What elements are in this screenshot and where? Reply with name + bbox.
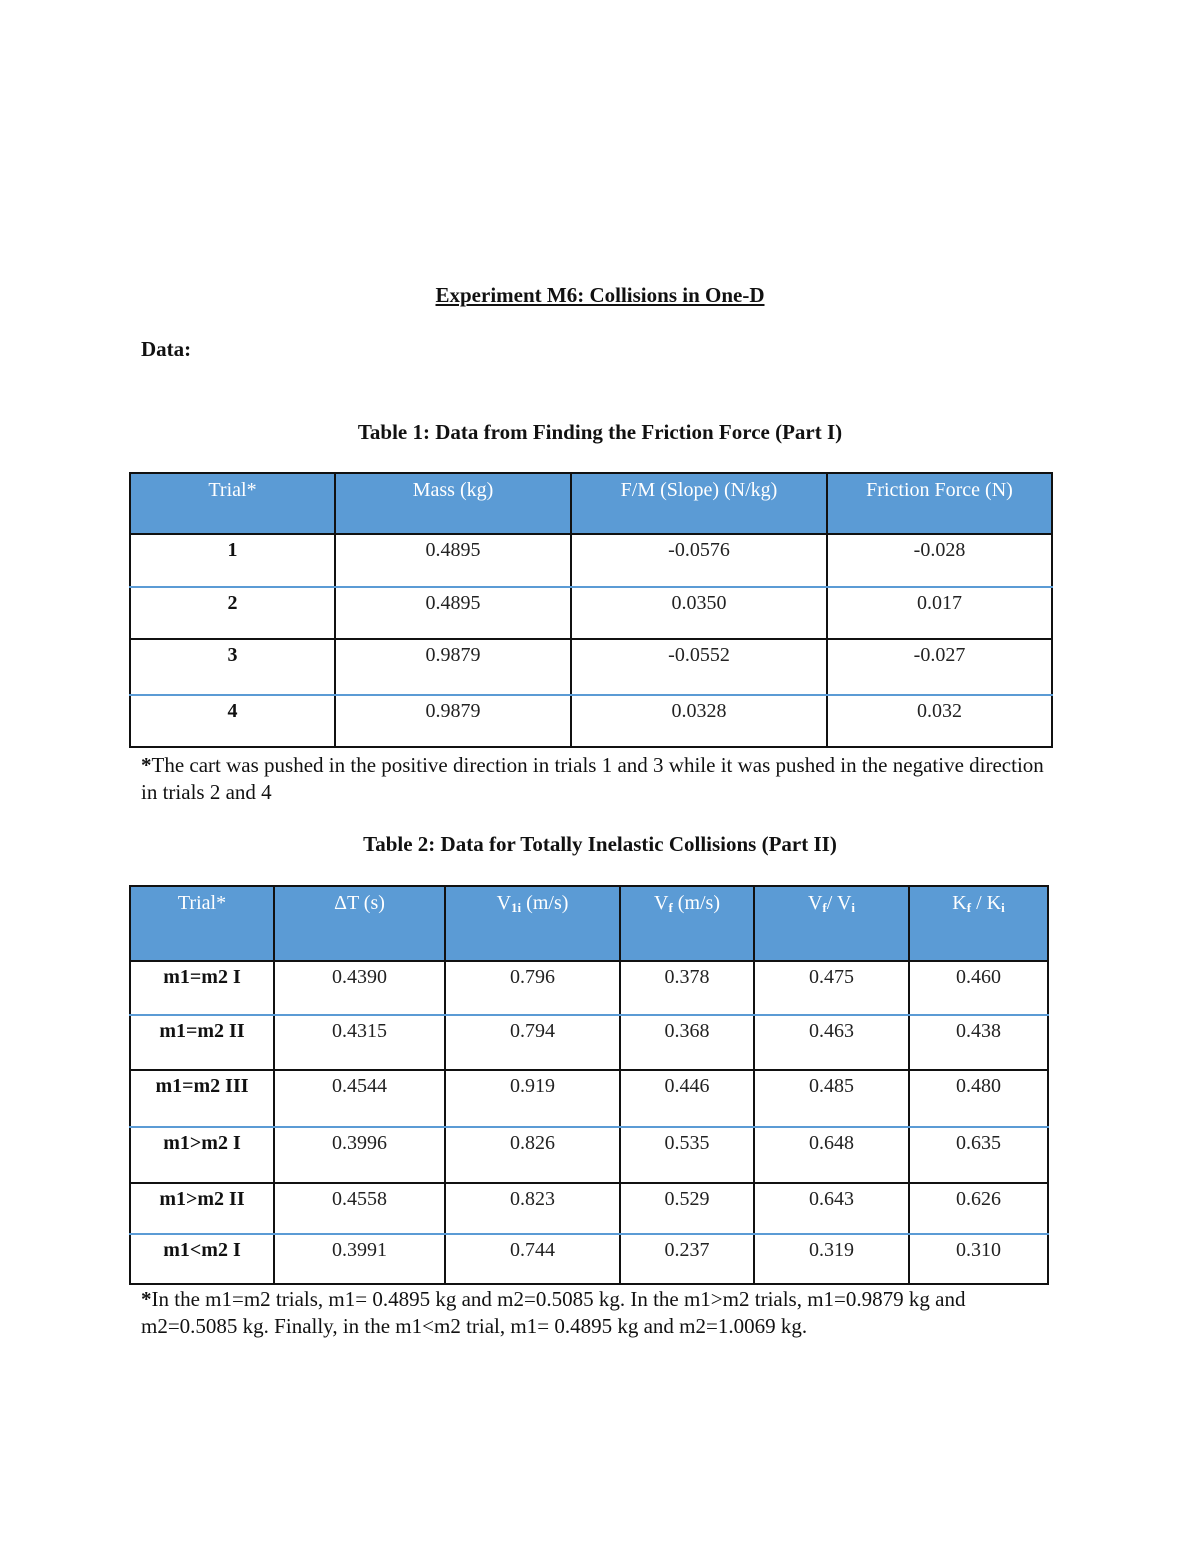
table-cell: 0.4895 [335,534,571,587]
table-cell: m1>m2 I [130,1127,274,1183]
column-header-friction-force: Friction Force (N) [827,473,1052,534]
table-cell: 0.635 [909,1127,1048,1183]
column-header-mass: Mass (kg) [335,473,571,534]
table-row [130,1234,1048,1284]
table-cell: 0.794 [445,1015,620,1070]
table-cell: 0.480 [909,1070,1048,1127]
table-cell: 0.378 [620,961,754,1015]
table-cell: 0.823 [445,1183,620,1234]
table-cell: 0.648 [754,1127,909,1183]
table2-footnote: *In the m1=m2 trials, m1= 0.4895 kg and m2=0.5085 kg. In the m1>m2 trials, m1=0.9879 kg and m2=0.5085 kg. Finally, in the m1<m2 trial, m1= 0.4895 kg and m2=1.0069 kg. [141,1287,966,1338]
table-cell: 0.4558 [274,1183,445,1234]
table-cell: 0.9879 [335,639,571,695]
column-header-delta-t: ΔT (s) [274,886,445,961]
table-cell: 0.0328 [571,695,827,747]
column-header-vf-over-vi: $V_f/$ $V_i$ [754,886,909,961]
inelastic-collisions-table [129,885,1049,1285]
table-row [130,1127,1048,1183]
table-cell: 0.032 [827,695,1052,747]
table-row [130,639,1052,695]
column-header-v1i: $V_{1i}$ (m/s) [445,886,620,961]
table2-caption: Table 2: Data for Totally Inelastic Collisions (Part II) [363,832,837,856]
table-cell: 0.643 [754,1183,909,1234]
table-row [130,1183,1048,1234]
table-cell: 0.535 [620,1127,754,1183]
column-header-kf-over-ki: $K_f / K_i$ [909,886,1048,961]
table1-caption: Table 1: Data from Finding the Friction Force (Part I) [357,420,843,444]
table-cell: 0.919 [445,1070,620,1127]
table-cell: 0.310 [909,1234,1048,1284]
table-cell: 0.3996 [274,1127,445,1183]
column-header-trial: Trial* [130,473,335,534]
table-cell: 3 [130,639,335,695]
table-cell: 0.826 [445,1127,620,1183]
table1-footnote: *The cart was pushed in the positive direction in trials 1 and 3 while it was pushed in the negative direction in trials 2 and 4 [141,753,1044,804]
table-cell: 0.626 [909,1183,1048,1234]
table-row [130,587,1052,639]
table-cell: 0.4390 [274,961,445,1015]
table-row [130,534,1052,587]
table-cell: 0.9879 [335,695,571,747]
table-cell: 0.0350 [571,587,827,639]
table-row [130,1015,1048,1070]
table-cell: 0.237 [620,1234,754,1284]
table-cell: 0.744 [445,1234,620,1284]
column-header-vf: $V_f$ (m/s) [620,886,754,961]
table-cell: 0.3991 [274,1234,445,1284]
table-cell: 0.319 [754,1234,909,1284]
table-cell: 0.460 [909,961,1048,1015]
table-cell: 0.463 [754,1015,909,1070]
table-cell: -0.0576 [571,534,827,587]
table-cell: 0.446 [620,1070,754,1127]
table-cell: -0.028 [827,534,1052,587]
table-cell: 0.4895 [335,587,571,639]
column-header-trial: Trial* [130,886,274,961]
table-cell: 0.529 [620,1183,754,1234]
table-row [130,695,1052,747]
table-cell: m1=m2 II [130,1015,274,1070]
table-cell: 0.4544 [274,1070,445,1127]
table-cell: 0.796 [445,961,620,1015]
table-cell: 0.4315 [274,1015,445,1070]
table-cell: m1>m2 II [130,1183,274,1234]
table-cell: m1=m2 III [130,1070,274,1127]
document-title: Experiment M6: Collisions in One-D [435,283,765,307]
friction-force-table [129,472,1053,748]
table-cell: -0.027 [827,639,1052,695]
table-cell: m1=m2 I [130,961,274,1015]
table-cell: 0.368 [620,1015,754,1070]
table-cell: 0.475 [754,961,909,1015]
table-cell: 1 [130,534,335,587]
table-cell: -0.0552 [571,639,827,695]
table-row [130,961,1048,1015]
column-header-slope: F/M (Slope) (N/kg) [571,473,827,534]
table-cell: 0.438 [909,1015,1048,1070]
table-cell: 0.017 [827,587,1052,639]
table-cell: m1<m2 I [130,1234,274,1284]
table-cell: 2 [130,587,335,639]
data-label: Data: [141,337,192,361]
table-cell: 4 [130,695,335,747]
table-cell: 0.485 [754,1070,909,1127]
table-row [130,1070,1048,1127]
